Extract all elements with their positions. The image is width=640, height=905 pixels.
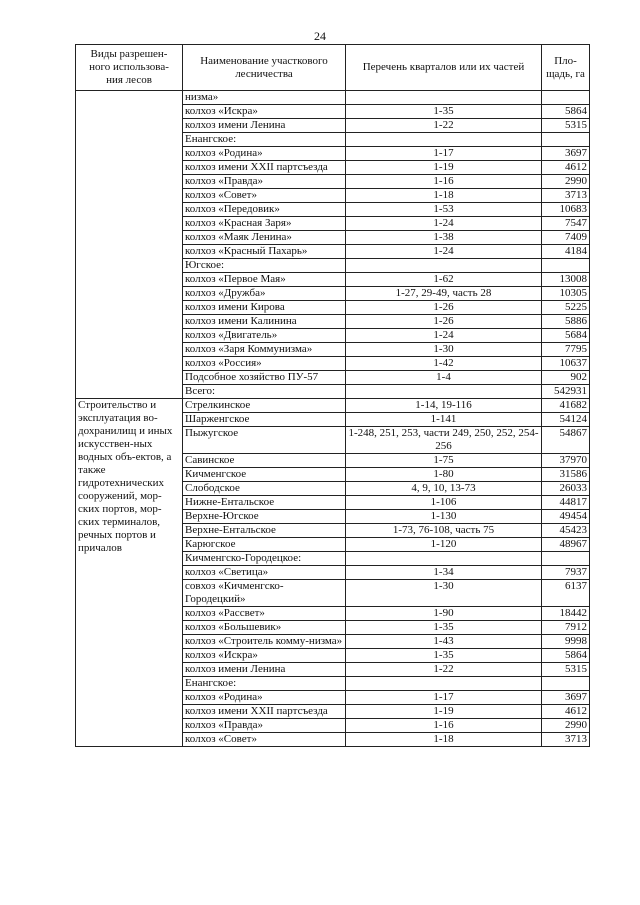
area-cell [542, 677, 590, 691]
quarters-cell: 1-35 [346, 649, 542, 663]
quarters-cell: 1-248, 251, 253, части 249, 250, 252, 254-256 [346, 427, 542, 454]
forestry-name-cell: колхоз «Красная Заря» [183, 217, 346, 231]
area-cell: 5886 [542, 315, 590, 329]
forestry-name-cell: колхоз «Родина» [183, 691, 346, 705]
quarters-cell: 1-30 [346, 343, 542, 357]
quarters-cell: 1-34 [346, 566, 542, 580]
area-cell: 44817 [542, 496, 590, 510]
area-cell [542, 552, 590, 566]
forestry-name-cell: колхоз «Правда» [183, 719, 346, 733]
page-number: 24 [314, 29, 326, 43]
area-cell: 49454 [542, 510, 590, 524]
quarters-cell [346, 677, 542, 691]
quarters-cell: 1-130 [346, 510, 542, 524]
forestry-name-cell: колхоз имени Калинина [183, 315, 346, 329]
forestry-name-cell: колхоз «Строитель комму-низма» [183, 635, 346, 649]
forestry-name-cell: колхоз «Родина» [183, 147, 346, 161]
area-cell: 3697 [542, 147, 590, 161]
area-cell: 7547 [542, 217, 590, 231]
forestry-name-cell: колхоз «Правда» [183, 175, 346, 189]
use-type-cell: Строительство и эксплуатация во-дохранилищ и иных искусствен-ных водных объ-ектов, а также гидротехнических сооружений, мор-ских портов, мор-ских терминалов, речных портов и причалов [76, 399, 183, 747]
forestry-name-cell: колхоз «Красный Пахарь» [183, 245, 346, 259]
header-forestry: Наименование участкового лесничества [183, 45, 346, 91]
forestry-name-cell: колхоз «Россия» [183, 357, 346, 371]
forestry-name-cell: низма» [183, 91, 346, 105]
quarters-cell: 1-19 [346, 161, 542, 175]
forestry-name-cell: колхоз имени Кирова [183, 301, 346, 315]
quarters-cell: 1-17 [346, 691, 542, 705]
area-cell: 7912 [542, 621, 590, 635]
quarters-cell: 1-14, 19-116 [346, 399, 542, 413]
forestry-name-cell: Всего: [183, 385, 346, 399]
table-header [76, 45, 590, 91]
header-quarters: Перечень кварталов или их частей [346, 45, 542, 91]
forestry-name-cell: Стрелкинское [183, 399, 346, 413]
area-cell: 4612 [542, 161, 590, 175]
forestry-name-cell: колхоз имени XXII партсъезда [183, 705, 346, 719]
area-cell: 5864 [542, 649, 590, 663]
area-cell: 2990 [542, 175, 590, 189]
area-cell: 5315 [542, 663, 590, 677]
quarters-cell: 1-4 [346, 371, 542, 385]
area-cell: 5864 [542, 105, 590, 119]
area-cell: 13008 [542, 273, 590, 287]
forest-use-table [75, 44, 590, 747]
forestry-name-cell: Кичменгско-Городецкое: [183, 552, 346, 566]
quarters-cell: 1-106 [346, 496, 542, 510]
quarters-cell: 1-35 [346, 621, 542, 635]
area-cell: 2990 [542, 719, 590, 733]
quarters-cell: 1-22 [346, 663, 542, 677]
area-cell: 5684 [542, 329, 590, 343]
forestry-name-cell: Енангское: [183, 133, 346, 147]
quarters-cell: 1-35 [346, 105, 542, 119]
use-type-cell [76, 91, 183, 399]
area-cell [542, 259, 590, 273]
quarters-cell: 1-141 [346, 413, 542, 427]
area-cell: 4184 [542, 245, 590, 259]
quarters-cell: 1-16 [346, 719, 542, 733]
forestry-name-cell: колхоз «Искра» [183, 105, 346, 119]
quarters-cell: 1-120 [346, 538, 542, 552]
forestry-name-cell: Савинское [183, 454, 346, 468]
quarters-cell: 1-42 [346, 357, 542, 371]
header-row [76, 45, 590, 91]
forestry-name-cell: колхоз «Дружба» [183, 287, 346, 301]
forestry-name-cell: колхоз имени Ленина [183, 663, 346, 677]
forestry-name-cell: колхоз «Большевик» [183, 621, 346, 635]
quarters-cell [346, 385, 542, 399]
quarters-cell: 1-22 [346, 119, 542, 133]
area-cell: 26033 [542, 482, 590, 496]
forestry-name-cell: колхоз имени Ленина [183, 119, 346, 133]
header-use-type: Виды разрешен- ного использова- ния лесов [76, 45, 183, 91]
area-cell: 9998 [542, 635, 590, 649]
area-cell: 10683 [542, 203, 590, 217]
forestry-name-cell: Верхне-Ентальское [183, 524, 346, 538]
area-cell: 54124 [542, 413, 590, 427]
area-cell: 10305 [542, 287, 590, 301]
quarters-cell: 1-26 [346, 301, 542, 315]
table-row [76, 91, 590, 105]
forestry-name-cell: Слободское [183, 482, 346, 496]
area-cell: 6137 [542, 580, 590, 607]
area-cell: 3713 [542, 733, 590, 747]
quarters-cell: 1-24 [346, 329, 542, 343]
quarters-cell: 1-53 [346, 203, 542, 217]
forestry-name-cell: совхоз «Кичменгско-Городецкий» [183, 580, 346, 607]
quarters-cell: 1-26 [346, 315, 542, 329]
forestry-name-cell: Шарженгское [183, 413, 346, 427]
forestry-name-cell: колхоз «Светица» [183, 566, 346, 580]
forestry-name-cell: Енангское: [183, 677, 346, 691]
header-area: Пло- щадь, га [542, 45, 590, 91]
area-cell: 10637 [542, 357, 590, 371]
forestry-name-cell: Югское: [183, 259, 346, 273]
quarters-cell: 1-62 [346, 273, 542, 287]
quarters-cell: 1-80 [346, 468, 542, 482]
forestry-name-cell: колхоз «Совет» [183, 733, 346, 747]
quarters-cell: 1-43 [346, 635, 542, 649]
area-cell: 45423 [542, 524, 590, 538]
area-cell: 37970 [542, 454, 590, 468]
table-row [76, 399, 590, 413]
quarters-cell: 1-90 [346, 607, 542, 621]
quarters-cell: 1-18 [346, 733, 542, 747]
quarters-cell: 1-24 [346, 245, 542, 259]
area-cell: 3697 [542, 691, 590, 705]
area-cell: 3713 [542, 189, 590, 203]
forestry-name-cell: колхоз «Маяк Ленина» [183, 231, 346, 245]
forestry-name-cell: Нижне-Ентальское [183, 496, 346, 510]
forestry-name-cell: колхоз «Двигатель» [183, 329, 346, 343]
quarters-cell: 4, 9, 10, 13-73 [346, 482, 542, 496]
quarters-cell: 1-30 [346, 580, 542, 607]
forestry-name-cell: Карюгское [183, 538, 346, 552]
area-cell: 902 [542, 371, 590, 385]
area-cell: 48967 [542, 538, 590, 552]
area-cell: 5225 [542, 301, 590, 315]
area-cell [542, 91, 590, 105]
quarters-cell [346, 133, 542, 147]
area-cell [542, 133, 590, 147]
quarters-cell: 1-16 [346, 175, 542, 189]
forestry-name-cell: колхоз имени XXII партсъезда [183, 161, 346, 175]
quarters-cell: 1-19 [346, 705, 542, 719]
forestry-name-cell: колхоз «Первое Мая» [183, 273, 346, 287]
quarters-cell [346, 259, 542, 273]
area-cell: 18442 [542, 607, 590, 621]
quarters-cell: 1-18 [346, 189, 542, 203]
area-cell: 31586 [542, 468, 590, 482]
quarters-cell: 1-27, 29-49, часть 28 [346, 287, 542, 301]
area-cell: 7795 [542, 343, 590, 357]
forestry-name-cell: колхоз «Рассвет» [183, 607, 346, 621]
forestry-name-cell: колхоз «Искра» [183, 649, 346, 663]
forestry-name-cell: Верхне-Югское [183, 510, 346, 524]
area-cell: 7937 [542, 566, 590, 580]
quarters-cell: 1-38 [346, 231, 542, 245]
quarters-cell: 1-75 [346, 454, 542, 468]
quarters-cell [346, 552, 542, 566]
area-cell: 54867 [542, 427, 590, 454]
forestry-name-cell: колхоз «Передовик» [183, 203, 346, 217]
forestry-name-cell: колхоз «Совет» [183, 189, 346, 203]
forestry-name-cell: Подсобное хозяйство ПУ-57 [183, 371, 346, 385]
area-cell: 41682 [542, 399, 590, 413]
table-body [76, 91, 590, 747]
forestry-name-cell: Пыжугское [183, 427, 346, 454]
area-cell: 542931 [542, 385, 590, 399]
area-cell: 5315 [542, 119, 590, 133]
area-cell: 7409 [542, 231, 590, 245]
quarters-cell [346, 91, 542, 105]
forestry-name-cell: Кичменгское [183, 468, 346, 482]
quarters-cell: 1-17 [346, 147, 542, 161]
quarters-cell: 1-73, 76-108, часть 75 [346, 524, 542, 538]
forestry-name-cell: колхоз «Заря Коммунизма» [183, 343, 346, 357]
area-cell: 4612 [542, 705, 590, 719]
quarters-cell: 1-24 [346, 217, 542, 231]
